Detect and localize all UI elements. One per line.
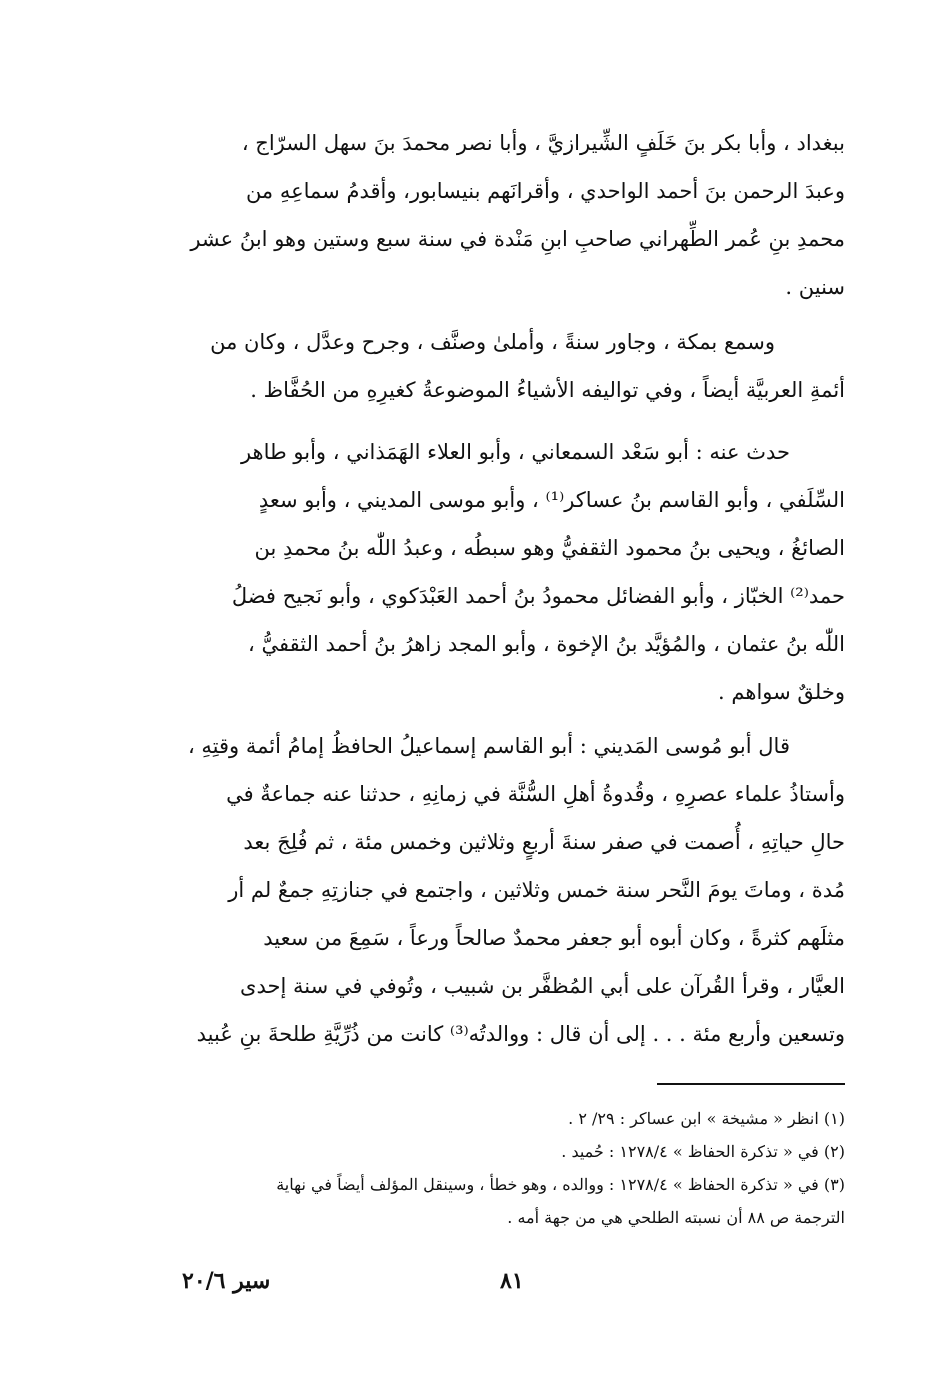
text-line: قال أبو مُوسى المَديني : أبو القاسم إسماعيلُ الحافظُ إمامُ أئمة وقتِهِ ، — [187, 734, 790, 758]
paragraph-1 — [180, 119, 845, 311]
text-line: وسمع بمكة ، وجاور سنةً ، وأملىٰ وصنَّف ، وجرح وعدَّل ، وكان من — [210, 330, 775, 354]
footnote-3-continued: الترجمة ص ٨٨ أن نسبته الطلحي هي من جهة أمه . — [507, 1208, 845, 1227]
text-line: سنين . — [785, 275, 845, 299]
footnote-2: (٢) في « تذكرة الحفاظ » ١٢٧٨/٤ : حُميد . — [561, 1142, 845, 1161]
text-line: وتسعين وأربع مئة . . . إلى أن قال : ووالدتُه⁽³⁾ كانت من ذُرِّيَّةِ طلحةَ بنِ عُبيد — [196, 1022, 845, 1046]
text-line: مُدة ، وماتَ يومَ النَّحر سنة خمس وثلاثين ، واجتمع في جنازتِهِ جمعٌ لم أر — [228, 878, 845, 902]
text-line: أئمةِ العربيَّة أيضاً ، وفي تواليفه الأشياءُ الموضوعةُ كغيرِهِ من الحُفَّاظ . — [250, 378, 845, 402]
text-line: اللّٰه بنُ عثمان ، والمُؤيَّد بنُ الإخوة ، وأبو المجد زاهرُ بنُ أحمد الثقفيُّ ، — [248, 632, 845, 656]
text-line: وعبدَ الرحمن بنَ أحمد الواحدي ، وأقرانَهم بنيسابور، وأقدمُ سماعِهِ من — [245, 179, 845, 203]
text-line: ببغداد ، وأبا بكر بنَ خَلَفٍ الشِّيرازيَّ ، وأبا نصر محمدَ بنَ سهل السرّاج ، — [241, 131, 845, 155]
paragraph-4 — [180, 722, 845, 1058]
text-line: حدث عنه : أبو سَعْد السمعاني ، وأبو العلاء الهَمَذاني ، وأبو طاهر — [240, 440, 790, 464]
signature-mark: سير ٢٠/٦ — [182, 1268, 271, 1294]
text-line: حمد⁽²⁾ الخبّاز ، وأبو الفضائل محمودُ بنُ أحمد العَبْدَكوي ، وأبو نَجيح فضلُ — [231, 584, 845, 608]
text-line: حالِ حياتِهِ ، أُصمت في صفر سنةَ أربعٍ وثلاثين وخمس مئة ، ثم فُلِجَ بعد — [243, 830, 845, 854]
text-line: محمدِ بنِ عُمر الطِّهراني صاحبِ ابنِ مَنْدة في سنة سبع وستين وهو ابنُ عشر — [190, 227, 845, 251]
text-line: الصائغُ ، ويحيى بنُ محمود الثقفيُّ وهو سبطُه ، وعبدُ اللّٰه بنُ محمدِ بن — [254, 536, 845, 560]
footnotes — [180, 1102, 845, 1234]
footnote-separator — [657, 1083, 845, 1085]
text-line: السِّلَفي ، وأبو القاسم بنُ عساكر⁽¹⁾ ، وأبو موسى المديني ، وأبو سعدٍ — [258, 488, 845, 512]
paragraph-3 — [180, 428, 845, 716]
paragraph-2 — [180, 318, 845, 414]
text-line: وأستاذُ علماء عصرِهِ ، وقُدوةُ أهلِ السُّنَّة في زمانِهِ ، حدثنا عنه جماعةٌ في — [226, 782, 845, 806]
page-number: ٨١ — [500, 1268, 524, 1294]
text-line: العيَّار ، وقرأ القُرآن على أبي المُظفَّر بن شبيب ، وتُوفي في سنة إحدى — [240, 974, 845, 998]
text-line: وخلقٌ سواهم . — [718, 680, 845, 704]
footnote-3: (٣) في « تذكرة الحفاظ » ١٢٧٨/٤ : ووالده ، وهو خطأ ، وسينقل المؤلف أيضاً في نهاية — [276, 1175, 845, 1194]
footnote-1: (١) انظر « مشيخة » ابن عساكر : ٢٩/ ٢ . — [568, 1109, 845, 1128]
text-line: مثلَهم كثرةً ، وكان أبوه أبو جعفر محمدٌ صالحاً ورعاً ، سَمِعَ من سعيد — [263, 926, 845, 950]
